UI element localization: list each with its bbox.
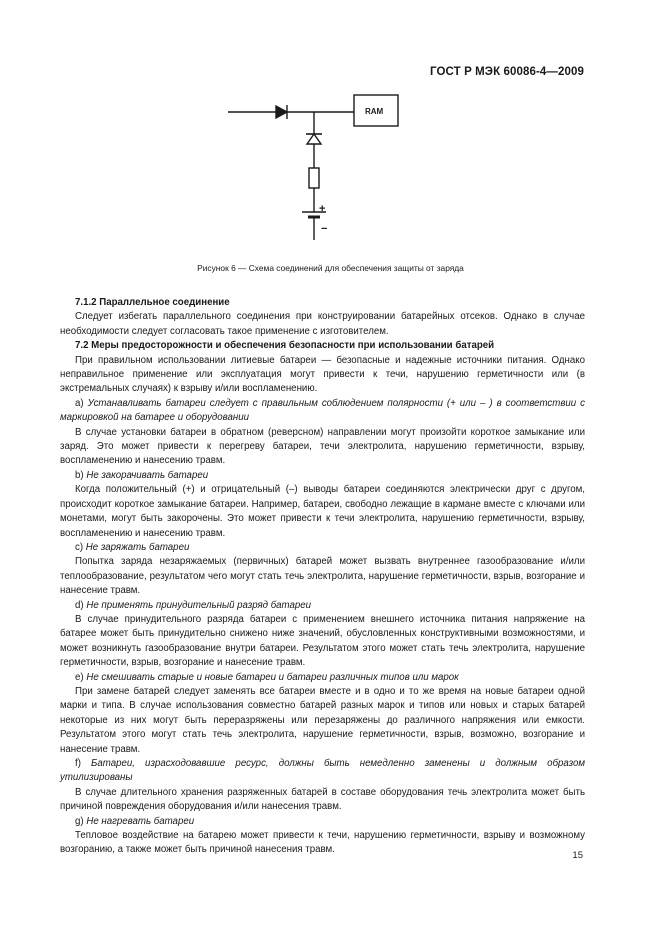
item-text: Когда положительный (+) и отрицательный (–) выводы батареи соединяются электрически друг с другом, происходит короткое замыкание батареи. Например, батареи, свободно лежащие в кармане вместе с ключами или монетами, могут быть закорочены. Это может привести к течи электролита, нарушению герметичности, взрыву, воспламенению и нанесению травм.: [60, 484, 585, 539]
item-title: Не заряжать батареи: [85, 541, 190, 553]
section-712-text: Следует избегать параллельного соединения при конструировании батарейных отсеков. Однако в случае необходимости следует согласовать такое применение с изготовителем.: [60, 311, 585, 337]
ram-label: RAM: [365, 107, 384, 116]
resistor-icon: [309, 168, 319, 188]
protection-diode-icon: [307, 134, 321, 144]
item-marker: f): [75, 758, 81, 769]
item-marker: g): [75, 815, 84, 827]
figure-caption: Рисунок 6 — Схема соединений для обеспечения защиты от заряда: [197, 263, 464, 273]
minus-sign: −: [321, 223, 328, 235]
item-marker: а): [75, 397, 84, 409]
item-text: При замене батарей следует заменять все батареи вместе и в одно и то же время на новые батареи одной марки и типа. В случае использования совместно батарей разных марок и типов или новых и старых батарей некоторые из них могут быть переразряжены или перезаряжены до различного напряжения или емкости. Результатом этого могут стать течь электролита, нарушение герметичности, взрыв, возможно, возгорание и нанесение травм.: [60, 685, 585, 755]
standard-header: ГОСТ Р МЭК 60086-4—2009: [430, 66, 584, 78]
item-heading: [60, 599, 585, 613]
item-heading: [60, 815, 585, 829]
item-title: Не применять принудительный разряд батареи: [86, 599, 312, 611]
item-marker: с): [75, 541, 84, 553]
item-text: В случае установки батареи в обратном (реверсном) направлении могут произойти короткое замыкание или заряд. Это может привести к перегреву батареи, течи электролита, нарушению герметичности, взрыву, воспламенению и нанесению травм.: [60, 426, 585, 467]
item-title: Устанавливать батареи следует с правильным соблюдением полярности (+ или – ) в соответствии с маркировкой на батарее и оборудовании: [60, 397, 585, 424]
item-heading: [60, 757, 585, 786]
item-text: Тепловое воздействие на батарею может привести к течи, нарушению герметичности, взрыву и возможному возгоранию, а также может быть причиной нанесения травм.: [60, 830, 585, 856]
item-text: В случае длительного хранения разряженных батарей в составе оборудования течь электролита может быть причиной повреждения оборудования и/или нанесения травм.: [60, 786, 585, 813]
plus-sign: +: [319, 203, 326, 215]
page-number: 15: [572, 850, 583, 861]
item-marker: е): [75, 671, 84, 683]
item-heading: [60, 671, 585, 685]
item-title: Не смешивать старые и новые батареи и батареи различных типов или марок: [86, 671, 459, 683]
item-title: Батареи, израсходовавшие ресурс, должны быть немедленно заменены и должным образом утилизированы: [60, 758, 585, 784]
item-heading: [60, 397, 585, 426]
item-text: Попытка заряда незаряжаемых (первичных) батарей может вызвать внутреннее газообразование и/или теплообразование, результатом чего могут стать течь электролита, нарушение герметичности, взрыв, возгорание и нанесение травм.: [60, 556, 585, 597]
item-marker: b): [75, 469, 84, 481]
protection-circuit-diagram: [228, 88, 408, 248]
item-title: Не закорачивать батареи: [86, 469, 209, 481]
main-text: [60, 296, 585, 858]
item-heading: [60, 469, 585, 483]
series-diode-icon: [276, 106, 287, 118]
item-text: В случае принудительного разряда батареи с применением внешнего источника питания напряжение на батарее может быть принудительно снижено ниже значений, обусловленных конструктивными возможностями, и может возникнуть газообразование внутри батареи. Результатом этого может стать течь электролита, нарушение герметичности, взрыв, возгорание и нанесение травм.: [60, 613, 585, 669]
section-72-intro: При правильном использовании литиевые батареи — безопасные и надежные источники питания. Однако неправильное применение или эксплуатация могут привести к течи, нарушению герметичности или (в экстремальных случаях) к взрыву и/или воспламенению.: [60, 354, 585, 395]
item-heading: [60, 541, 585, 555]
section-72-heading: 7.2 Меры предосторожности и обеспечения безопасности при использовании батарей: [75, 340, 495, 352]
item-marker: d): [75, 599, 84, 611]
section-712-heading: 7.1.2 Параллельное соединение: [75, 297, 230, 308]
item-title: Не нагревать батареи: [86, 815, 195, 827]
